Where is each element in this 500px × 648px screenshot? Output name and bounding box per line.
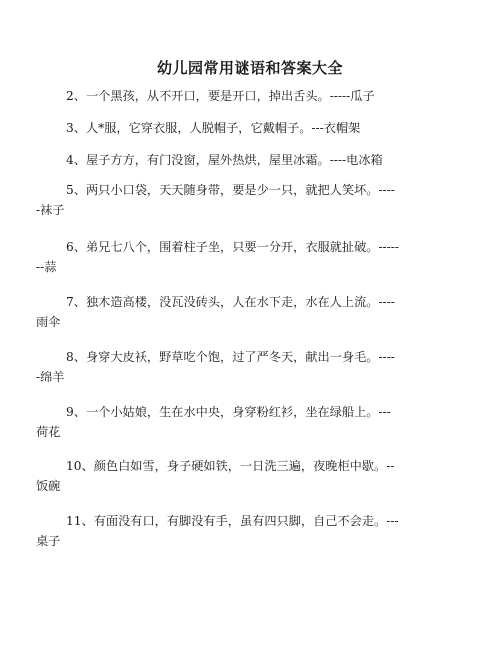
riddle-text: 6、弟兄七八个，围着柱子坐，只要一分开，衣服就扯破。----- [66,240,400,254]
riddle-text: 4、屋子方方，有门没窗，屋外热烘，屋里冰霜。----电冰箱 [66,153,383,167]
riddle-text: 10、颜色白如雪，身子硬如铁，一日洗三遍，夜晚柜中歇。-- [66,459,395,473]
riddle-item [36,456,432,496]
riddle-text: 5、两只小口袋，天天随身带，要是少一只，就把人笑坏。---- [66,183,395,197]
riddle-item [36,511,432,551]
riddle-text: 9、一个小姑娘，生在水中央，身穿粉红衫，坐在绿船上。--- [66,405,391,419]
riddle-answer-line: 荷花 [36,425,61,439]
riddle-item [36,237,432,277]
riddle-item [66,86,432,106]
riddle-answer-line: 桌子 [36,534,61,548]
riddle-item [36,347,432,387]
riddle-text: 3、人*服，它穿衣服，人脱帽子，它戴帽子。---衣帽架 [66,121,361,135]
riddle-item [36,180,432,220]
riddle-text: 11、有面没有口，有脚没有手，虽有四只脚，自己不会走。--- [66,514,399,528]
riddle-text: 2、一个黑孩，从不开口，要是开口，掉出舌头。-----瓜子 [66,89,375,103]
riddle-item [36,402,432,442]
riddle-text: 7、独木造高楼，没瓦没砖头，人在水下走，水在人上流。---- [66,295,395,309]
riddle-answer-line: -袜子 [36,203,65,217]
riddle-text: 8、身穿大皮袄，野草吃个饱，过了严冬天，献出一身毛。---- [66,350,395,364]
riddle-item [36,292,432,332]
riddle-answer-line: --蒜 [36,260,57,274]
riddle-item [66,118,432,138]
riddle-answer-line: 雨伞 [36,315,61,329]
riddle-answer-line: 饭碗 [36,479,61,493]
riddle-answer-line: -绵羊 [36,370,65,384]
riddle-item [66,150,432,170]
document-title: 幼儿园常用谜语和答案大全 [156,59,343,77]
